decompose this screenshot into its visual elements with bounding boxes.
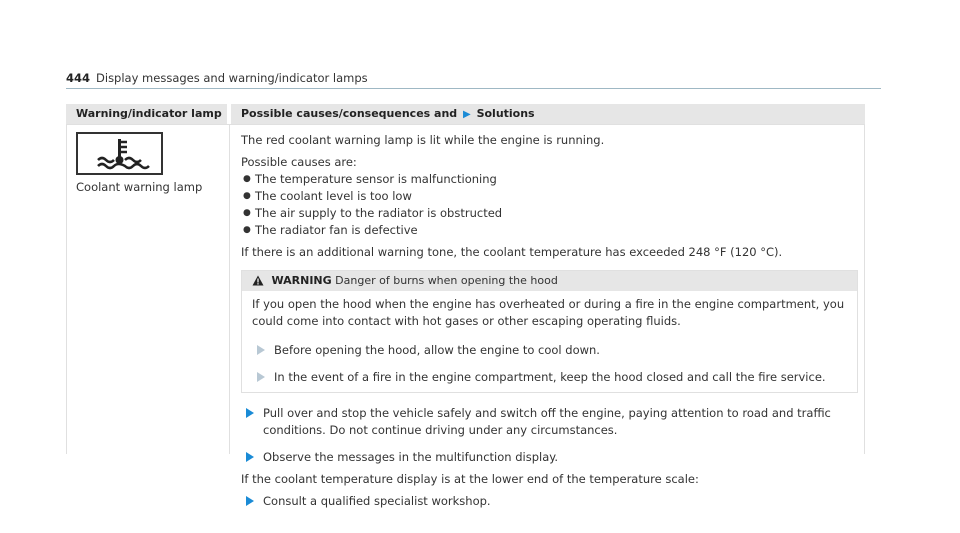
table-divider	[66, 124, 865, 125]
column-header-causes-text: Possible causes/consequences and	[241, 107, 458, 120]
page-header	[66, 71, 881, 89]
step-arrow-icon	[257, 345, 265, 355]
solution-step: Observe the messages in the multifunction display.	[241, 449, 861, 466]
step-arrow-icon	[246, 496, 254, 506]
page-title: Display messages and warning/indicator lamps	[96, 71, 368, 85]
list-item: ● The temperature sensor is malfunctioning	[243, 172, 497, 186]
warning-header	[242, 271, 857, 291]
coolant-temperature-icon	[76, 132, 163, 175]
column-header-solutions-text: Solutions	[476, 107, 535, 120]
lower-end-note: If the coolant temperature display is at the lower end of the temperature scale:	[241, 472, 699, 486]
tone-note: If there is an additional warning tone, the coolant temperature has exceeded 248 °F (120 °C).	[241, 245, 783, 259]
warning-heading: Danger of burns when opening the hood	[335, 274, 558, 287]
bullet-icon: ●	[243, 174, 251, 184]
list-item: ● The radiator fan is defective	[243, 223, 418, 237]
table-border-right	[864, 124, 865, 454]
list-item: ● The coolant level is too low	[243, 189, 412, 203]
step-arrow-icon	[246, 408, 254, 418]
table-header	[66, 104, 865, 124]
warning-triangle-icon	[252, 275, 264, 289]
step-arrow-icon	[257, 372, 265, 382]
page-number: 444	[66, 71, 91, 85]
bullet-icon: ●	[243, 191, 251, 201]
bullet-icon: ●	[243, 208, 251, 218]
lamp-cell	[76, 132, 226, 194]
causes-heading: Possible causes are:	[241, 155, 357, 169]
solution-step: Pull over and stop the vehicle safely and switch off the engine, paying attention to road and traffic conditions. Do not continue driving under any circumstances.	[241, 405, 861, 439]
warning-label: WARNING	[271, 274, 332, 287]
column-header-lamp: Warning/indicator lamp	[66, 104, 227, 124]
bullet-icon: ●	[243, 225, 251, 235]
column-header-causes	[231, 104, 865, 124]
warning-step: Before opening the hood, allow the engine to cool down.	[252, 342, 847, 359]
solution-arrow-icon: ▶	[463, 109, 471, 120]
intro-text: The red coolant warning lamp is lit while the engine is running.	[241, 133, 605, 147]
warning-text: If you open the hood when the engine has overheated or during a fire in the engine compartment, you could come into contact with hot gases or other escaping operating fluids.	[252, 297, 845, 328]
step-arrow-icon	[246, 452, 254, 462]
causes-cell	[241, 132, 861, 510]
table-border-middle	[229, 124, 230, 454]
warning-box	[241, 270, 858, 393]
table-border-left	[66, 124, 67, 454]
solution-step: Consult a qualified specialist workshop.	[241, 493, 861, 510]
list-item: ● The air supply to the radiator is obstructed	[243, 206, 503, 220]
warning-step: In the event of a fire in the engine compartment, keep the hood closed and call the fire service.	[252, 369, 847, 386]
lamp-label: Coolant warning lamp	[76, 180, 203, 194]
warning-lamp-table	[66, 104, 865, 508]
warning-body	[242, 291, 857, 392]
